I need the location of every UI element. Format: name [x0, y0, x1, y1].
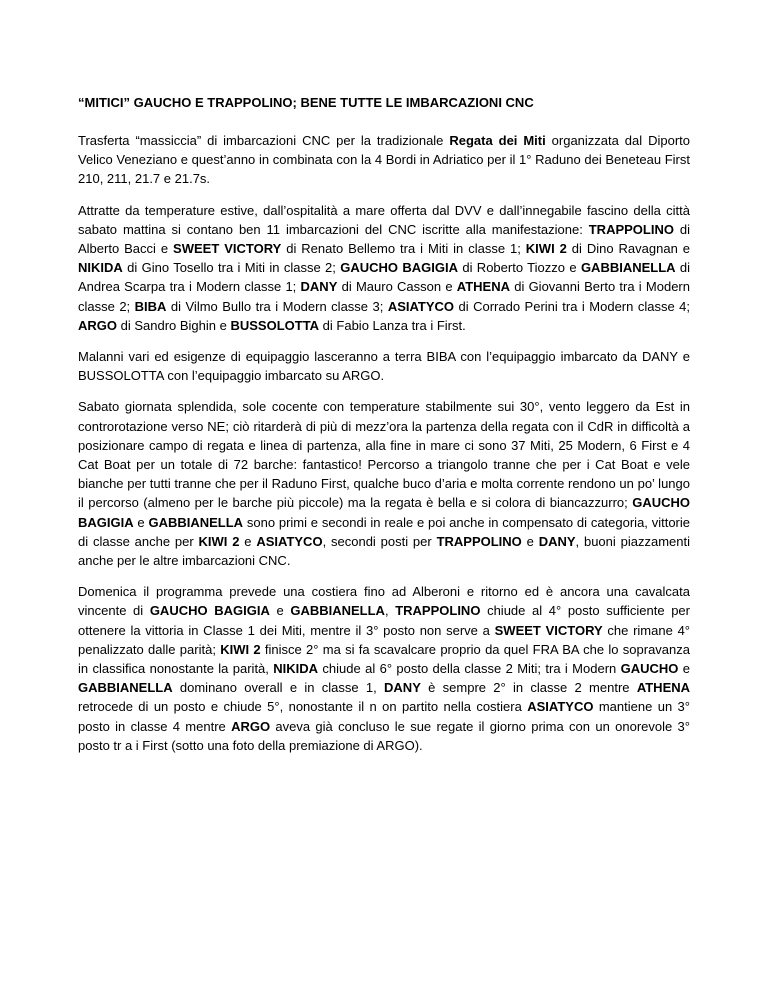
bold-text: BUSSOLOTTA: [230, 317, 320, 333]
paragraph: [78, 582, 690, 755]
bold-text: DANY: [538, 533, 576, 549]
bold-text: GABBIANELLA: [78, 680, 173, 696]
text-run: chiude al 4° posto sufficiente per ottenere la vittoria in Classe 1 dei Miti, mentre il 3° posto non serve a: [78, 603, 690, 638]
bold-text: TRAPPOLINO: [588, 221, 674, 237]
text-run: e: [269, 603, 291, 619]
bold-text: KIWI 2: [198, 533, 240, 549]
bold-text: GAUCHO: [620, 661, 679, 677]
text-run: retrocede di un posto e chiude 5°, nonostante il n on partito nella costiera: [78, 699, 528, 715]
text-run: di Sandro Bighin e: [117, 317, 231, 333]
bold-text: ASIATYCO: [527, 699, 594, 715]
bold-text: ASIATYCO: [387, 298, 455, 314]
text-run: organizzata dal Diporto Velico Veneziano e quest’anno in combinata con la 4 Bordi in Adriatico per il 1° Raduno dei Beneteau First 210, 211, 21.7 e 21.7s.: [78, 133, 690, 187]
bold-text: ARGO: [78, 317, 117, 333]
text-run: e: [239, 533, 257, 549]
text-run: di Fabio Lanza tra i First.: [319, 317, 466, 333]
text-run: di Mauro Casson e: [337, 279, 457, 295]
bold-text: SWEET VICTORY: [173, 241, 282, 257]
text-run: Sabato giornata splendida, sole cocente con temperature stabilmente sui 30°, vento leggero da Est in controrotazione verso NE; ciò ritarderà di più di mezz’ora la partenza della regata con il CdR in difficoltà a posizionare campo di regata e linea di partenza, alla fine in mare ci sono 37 Miti, 25 Modern, 6 First e 4 Cat Boat per un totale di 72 barche: fantastico! Percorso a triangolo tranne che per i Cat Boat e vele bianche per tutti tranne che per il Raduno First, qualche buco d’aria e molta corrente rendono un po’ lungo il percorso (almeno per le barche più piccole) ma la regata è bella e si colora di biancazzurro;: [78, 399, 690, 511]
paragraph: [78, 397, 690, 570]
text-run: è sempre 2° in classe 2 mentre: [420, 680, 637, 696]
bold-text: DANY: [300, 279, 338, 295]
bold-text: NIKIDA: [273, 661, 319, 677]
bold-text: GAUCHO BAGIGIA: [340, 260, 458, 276]
text-run: ,: [384, 603, 396, 619]
text-run: chiude al 6° posto della classe 2 Miti; tra i Modern: [318, 661, 621, 677]
text-run: sono primi e secondi in reale e poi anche in compensato di categoria, vittorie di classe anche per: [78, 514, 690, 549]
text-run: Malanni vari ed esigenze di equipaggio lasceranno a terra BIBA con l’equipaggio imbarcato da DANY e BUSSOLOTTA con l’equipaggio imbarcato su ARGO.: [78, 349, 690, 384]
text-run: finisce 2° ma si fa scavalcare proprio da quel FRA BA che lo sopravanza in classifica nonostante la parità,: [78, 641, 690, 677]
bold-text: GABBIANELLA: [148, 514, 244, 530]
bold-text: GABBIANELLA: [580, 260, 676, 276]
text-run: di Renato Bellemo tra i Miti in classe 1;: [281, 241, 526, 257]
text-run: di Corrado Perini tra i Modern classe 4;: [454, 298, 690, 314]
text-run: aveva già concluso le sue regate il giorno prima con un onorevole 3° posto tr a i First (sotto una foto della premiazione di ARGO).: [78, 718, 690, 753]
paragraph: [78, 201, 690, 335]
bold-text: GAUCHO BAGIGIA: [149, 603, 270, 619]
text-run: , secondi posti per: [322, 533, 437, 549]
bold-text: Regata dei Miti: [449, 133, 546, 148]
text-run: dominano overall e in classe 1,: [172, 680, 385, 696]
text-run: che rimane 4° penalizzato dalle parità;: [78, 622, 690, 657]
text-run: di Andrea Scarpa tra i Modern classe 1;: [78, 260, 691, 295]
text-run: e: [678, 661, 691, 677]
text-run: di Roberto Tiozzo e: [457, 260, 581, 276]
text-run: e: [521, 533, 539, 549]
bold-text: NIKIDA: [78, 260, 123, 276]
text-run: Trasferta “massiccia” di imbarcazioni CNC per la tradizionale: [78, 133, 450, 148]
bold-text: KIWI 2: [525, 241, 567, 257]
text-run: mantiene un 3° posto in classe 4 mentre: [78, 699, 690, 734]
text-run: di Gino Tosello tra i Miti in classe 2;: [122, 260, 341, 276]
bold-text: SWEET VICTORY: [494, 622, 603, 638]
bold-text: BIBA: [134, 298, 167, 314]
text-run: di Vilmo Bullo tra i Modern classe 3;: [166, 298, 388, 314]
text-run: e: [133, 514, 149, 530]
text-run: di Alberto Bacci e: [78, 221, 690, 257]
bold-text: DANY: [384, 680, 421, 696]
article-title: “MITICI” GAUCHO E TRAPPOLINO; BENE TUTTE LE IMBARCAZIONI CNC: [78, 95, 534, 110]
text-run: , buoni piazzamenti anche per le altre imbarcazioni CNC.: [78, 533, 690, 569]
text-run: di Giovanni Berto tra i Modern classe 2;: [78, 279, 690, 314]
bold-text: GABBIANELLA: [290, 603, 385, 619]
bold-text: TRAPPOLINO: [395, 603, 481, 619]
paragraph: [78, 131, 690, 189]
text-run: Domenica il programma prevede una costiera fino ad Alberoni e ritorno ed è ancora una cavalcata vincente di: [78, 584, 690, 619]
bold-text: ATHENA: [456, 279, 510, 295]
paragraph: [78, 347, 690, 385]
bold-text: TRAPPOLINO: [436, 533, 522, 549]
bold-text: ARGO: [231, 718, 271, 734]
text-run: di Dino Ravagnan e: [566, 241, 690, 257]
bold-text: KIWI 2: [220, 641, 261, 657]
bold-text: ASIATYCO: [256, 533, 323, 549]
bold-text: ATHENA: [636, 680, 691, 696]
bold-text: GAUCHO BAGIGIA: [78, 495, 690, 530]
text-run: Attratte da temperature estive, dall’ospitalità a mare offerta dal DVV e dall’innegabile fascino della città sabato mattina si contano ben 11 imbarcazioni del CNC iscritte alla manifestazione:: [78, 202, 690, 237]
article-body: [78, 131, 690, 755]
